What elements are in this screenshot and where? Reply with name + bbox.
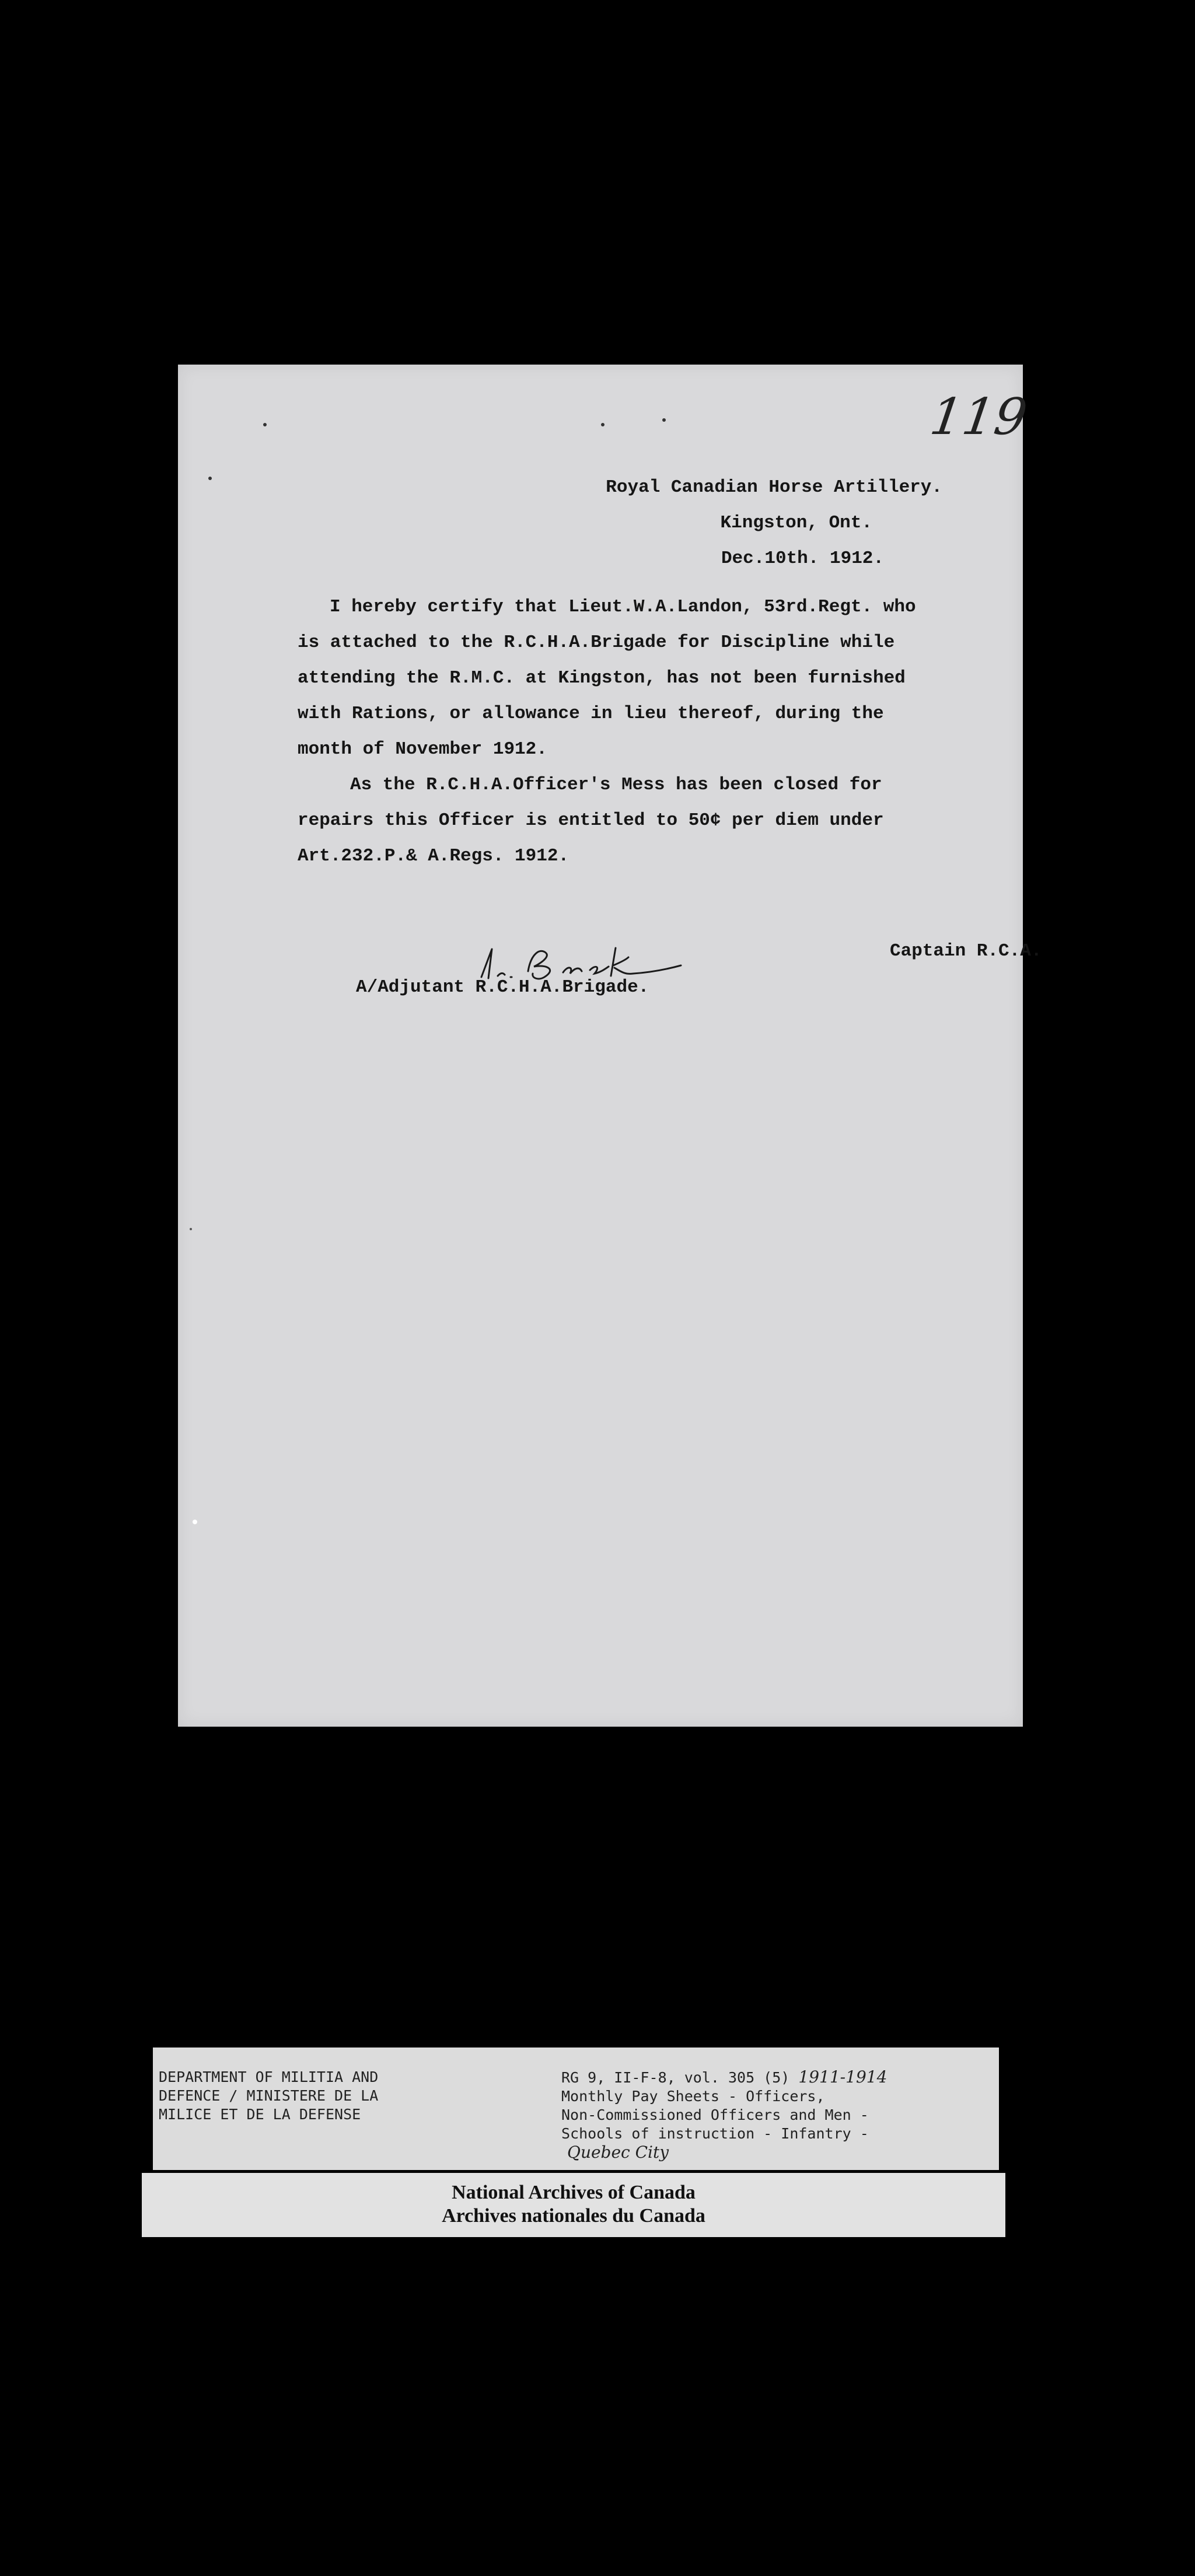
archives-banner (142, 2173, 1005, 2237)
paper-speck (190, 1228, 192, 1230)
reference-line (561, 2068, 887, 2087)
reference-years: 1911-1914 (798, 2067, 887, 2087)
header-location: Kingston, Ont. (720, 513, 872, 533)
body-line: is attached to the R.C.H.A.Brigade for Discipline while (298, 632, 895, 653)
document-page (178, 365, 1042, 1727)
paper-speck (263, 423, 267, 426)
body-line: month of November 1912. (298, 739, 547, 760)
header-date: Dec.10th. 1912. (721, 548, 884, 569)
department-text: DEPARTMENT OF MILITIA AND DEFENCE / MINISTERE DE LA MILICE ET DE LA DEFENSE (159, 2068, 379, 2123)
paper-speck (601, 423, 605, 426)
body-line: As the R.C.H.A.Officer's Mess has been closed for (350, 775, 882, 795)
archives-name-french: Archives nationales du Canada (442, 2205, 705, 2227)
page-number: 119 (926, 388, 1031, 446)
signature-rank: Captain R.C.A. (890, 941, 1042, 961)
reference-line: Monthly Pay Sheets - Officers, (561, 2088, 825, 2105)
archives-name-english: National Archives of Canada (452, 2182, 696, 2203)
reference-line: Non-Commissioned Officers and Men - (561, 2106, 869, 2123)
letter-header (528, 470, 942, 576)
paper-speck (662, 418, 666, 422)
reference-code: RG 9, II-F-8, vol. 305 (5) (561, 2069, 790, 2086)
body-line: I hereby certify that Lieut.W.A.Landon, 53rd.Regt. who (330, 597, 916, 617)
paper-speck (208, 477, 212, 480)
body-line: with Rations, or allowance in lieu thereof, during the (298, 704, 884, 724)
paper-speck (193, 1520, 197, 1524)
body-line: attending the R.M.C. at Kingston, has not been furnished (298, 668, 906, 688)
reference-city: Quebec City (567, 2143, 669, 2162)
reference-line: Schools of instruction - Infantry - (561, 2125, 869, 2142)
letter-body (298, 589, 939, 874)
header-unit: Royal Canadian Horse Artillery. (606, 477, 942, 498)
archive-label (153, 2048, 999, 2170)
body-line: Art.232.P.& A.Regs. 1912. (298, 846, 569, 866)
reference-text (561, 2068, 887, 2162)
signature-title: A/Adjutant R.C.H.A.Brigade. (356, 977, 649, 998)
body-line: repairs this Officer is entitled to 50¢ per diem under (298, 810, 884, 831)
